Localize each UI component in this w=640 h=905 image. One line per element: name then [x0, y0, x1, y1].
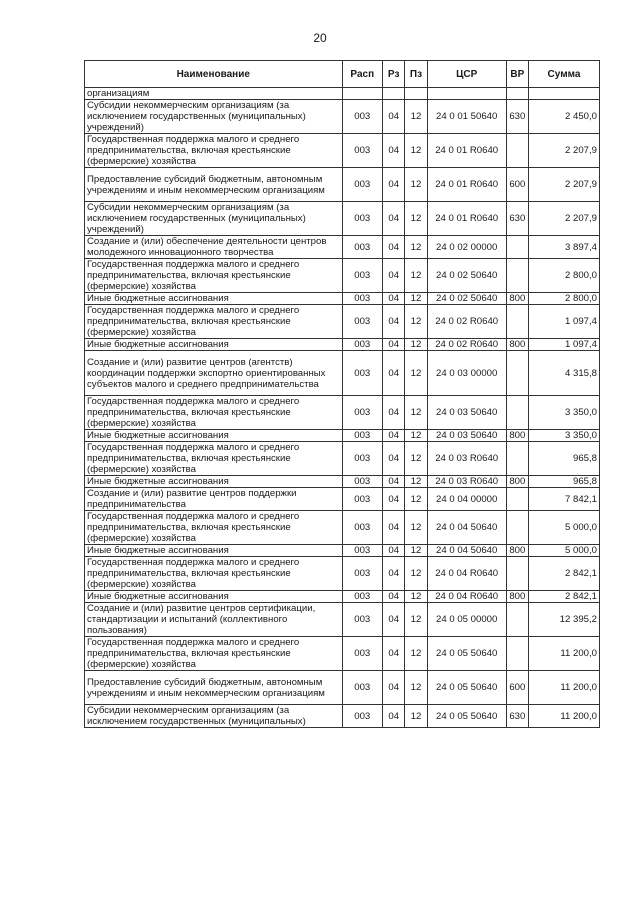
cell-pz: [405, 88, 427, 100]
cell-name: Субсидии некоммерческим организациям (за исключением государственных (муниципальных): [85, 705, 343, 728]
cell-rasp: 003: [342, 476, 383, 488]
cell-vr: [506, 488, 528, 511]
cell-rz: 04: [383, 134, 405, 168]
cell-sum: 2 842,1: [529, 557, 600, 591]
header-sum: Сумма: [529, 61, 600, 88]
cell-vr: [506, 603, 528, 637]
table-row: [85, 603, 600, 637]
cell-pz: 12: [405, 293, 427, 305]
cell-name: Иные бюджетные ассигнования: [85, 591, 343, 603]
page-number: 20: [313, 31, 327, 45]
cell-pz: 12: [405, 557, 427, 591]
cell-sum: 965,8: [529, 476, 600, 488]
cell-rasp: 003: [342, 671, 383, 705]
cell-csr: 24 0 03 50640: [427, 430, 506, 442]
cell-name: Государственная поддержка малого и среднего предпринимательства, включая крестьянские (фермерские) хозяйства: [85, 557, 343, 591]
cell-pz: 12: [405, 705, 427, 728]
cell-csr: 24 0 05 50640: [427, 671, 506, 705]
table-row: [85, 134, 600, 168]
cell-pz: 12: [405, 442, 427, 476]
table-row: [85, 511, 600, 545]
cell-rasp: 003: [342, 305, 383, 339]
cell-sum: 12 395,2: [529, 603, 600, 637]
cell-rasp: 003: [342, 430, 383, 442]
cell-rz: 04: [383, 637, 405, 671]
cell-name: Иные бюджетные ассигнования: [85, 293, 343, 305]
cell-vr: 800: [506, 545, 528, 557]
cell-vr: 800: [506, 430, 528, 442]
table-body: [85, 88, 600, 728]
cell-pz: 12: [405, 134, 427, 168]
cell-name: Иные бюджетные ассигнования: [85, 430, 343, 442]
cell-pz: 12: [405, 236, 427, 259]
cell-vr: 630: [506, 705, 528, 728]
table-row: [85, 591, 600, 603]
table-row: [85, 259, 600, 293]
cell-sum: 5 000,0: [529, 511, 600, 545]
cell-rz: 04: [383, 202, 405, 236]
header-csr: ЦСР: [427, 61, 506, 88]
header-vr: ВР: [506, 61, 528, 88]
cell-rasp: 003: [342, 442, 383, 476]
cell-pz: 12: [405, 396, 427, 430]
cell-pz: 12: [405, 430, 427, 442]
cell-csr: 24 0 01 R0640: [427, 202, 506, 236]
cell-vr: 600: [506, 168, 528, 202]
cell-rz: 04: [383, 351, 405, 396]
cell-sum: 1 097,4: [529, 339, 600, 351]
table-row: [85, 430, 600, 442]
table-row: [85, 236, 600, 259]
cell-name: Создание и (или) развитие центров (агентств) координации поддержки экспортно ориентированных субъектов малого и среднего предпринимательства: [85, 351, 343, 396]
table-row: [85, 339, 600, 351]
cell-pz: 12: [405, 259, 427, 293]
table-row: [85, 88, 600, 100]
cell-rz: 04: [383, 557, 405, 591]
cell-csr: 24 0 01 R0640: [427, 134, 506, 168]
cell-vr: 630: [506, 100, 528, 134]
cell-pz: 12: [405, 637, 427, 671]
cell-rz: 04: [383, 305, 405, 339]
cell-rz: 04: [383, 545, 405, 557]
cell-rz: 04: [383, 293, 405, 305]
cell-csr: 24 0 04 R0640: [427, 557, 506, 591]
cell-name: Государственная поддержка малого и среднего предпринимательства, включая крестьянские (фермерские) хозяйства: [85, 511, 343, 545]
cell-csr: 24 0 05 50640: [427, 705, 506, 728]
cell-csr: 24 0 04 50640: [427, 511, 506, 545]
cell-rasp: 003: [342, 351, 383, 396]
cell-rz: [383, 88, 405, 100]
cell-csr: 24 0 02 R0640: [427, 305, 506, 339]
cell-rz: 04: [383, 236, 405, 259]
cell-rasp: 003: [342, 396, 383, 430]
cell-sum: 2 800,0: [529, 259, 600, 293]
cell-rasp: 003: [342, 100, 383, 134]
cell-pz: 12: [405, 545, 427, 557]
table-row: [85, 705, 600, 728]
cell-csr: 24 0 02 00000: [427, 236, 506, 259]
cell-rasp: 003: [342, 339, 383, 351]
cell-pz: 12: [405, 591, 427, 603]
cell-pz: 12: [405, 476, 427, 488]
budget-table: [84, 60, 600, 728]
cell-rasp: 003: [342, 134, 383, 168]
cell-name: Иные бюджетные ассигнования: [85, 545, 343, 557]
cell-rasp: 003: [342, 591, 383, 603]
cell-vr: 600: [506, 671, 528, 705]
cell-rz: 04: [383, 339, 405, 351]
cell-pz: 12: [405, 305, 427, 339]
cell-sum: 3 350,0: [529, 396, 600, 430]
cell-pz: 12: [405, 351, 427, 396]
cell-vr: 800: [506, 339, 528, 351]
cell-name: Предоставление субсидий бюджетным, автономным учреждениям и иным некоммерческим организациям: [85, 671, 343, 705]
cell-name: Государственная поддержка малого и среднего предпринимательства, включая крестьянские (фермерские) хозяйства: [85, 259, 343, 293]
cell-rz: 04: [383, 476, 405, 488]
cell-name: Создание и (или) развитие центров сертификации, стандартизации и испытаний (коллективного пользования): [85, 603, 343, 637]
cell-name: Создание и (или) развитие центров поддержки предпринимательства: [85, 488, 343, 511]
cell-name: Предоставление субсидий бюджетным, автономным учреждениям и иным некоммерческим организациям: [85, 168, 343, 202]
cell-rz: 04: [383, 442, 405, 476]
cell-rz: 04: [383, 591, 405, 603]
table-row: [85, 557, 600, 591]
header-rasp: Расп: [342, 61, 383, 88]
cell-rz: 04: [383, 603, 405, 637]
cell-name: Государственная поддержка малого и среднего предпринимательства, включая крестьянские (фермерские) хозяйства: [85, 637, 343, 671]
cell-pz: 12: [405, 339, 427, 351]
cell-csr: 24 0 03 00000: [427, 351, 506, 396]
cell-csr: [427, 88, 506, 100]
cell-sum: 11 200,0: [529, 705, 600, 728]
cell-csr: 24 0 02 R0640: [427, 339, 506, 351]
cell-rasp: 003: [342, 511, 383, 545]
cell-rz: 04: [383, 488, 405, 511]
cell-sum: 2 842,1: [529, 591, 600, 603]
table-row: [85, 351, 600, 396]
cell-csr: 24 0 01 50640: [427, 100, 506, 134]
cell-rasp: 003: [342, 236, 383, 259]
cell-rasp: 003: [342, 705, 383, 728]
cell-rasp: 003: [342, 293, 383, 305]
cell-vr: [506, 305, 528, 339]
table-row: [85, 671, 600, 705]
cell-rasp: 003: [342, 637, 383, 671]
cell-sum: 3 897,4: [529, 236, 600, 259]
table-row: [85, 637, 600, 671]
cell-csr: 24 0 04 00000: [427, 488, 506, 511]
header-pz: Пз: [405, 61, 427, 88]
cell-sum: 2 450,0: [529, 100, 600, 134]
cell-vr: [506, 442, 528, 476]
cell-rasp: 003: [342, 488, 383, 511]
table-row: [85, 545, 600, 557]
cell-sum: 2 207,9: [529, 134, 600, 168]
cell-sum: 2 207,9: [529, 168, 600, 202]
cell-name: Иные бюджетные ассигнования: [85, 339, 343, 351]
cell-vr: [506, 396, 528, 430]
cell-csr: 24 0 03 R0640: [427, 476, 506, 488]
table-header-row: [85, 61, 600, 88]
cell-name: Создание и (или) обеспечение деятельности центров молодежного инновационного творчества: [85, 236, 343, 259]
table-row: [85, 442, 600, 476]
cell-rz: 04: [383, 396, 405, 430]
cell-pz: 12: [405, 168, 427, 202]
cell-sum: 5 000,0: [529, 545, 600, 557]
cell-rasp: 003: [342, 259, 383, 293]
cell-vr: 630: [506, 202, 528, 236]
cell-name: Субсидии некоммерческим организациям (за исключением государственных (муниципальных) учреждений): [85, 202, 343, 236]
cell-csr: 24 0 01 R0640: [427, 168, 506, 202]
cell-pz: 12: [405, 100, 427, 134]
cell-rz: 04: [383, 168, 405, 202]
cell-name: Государственная поддержка малого и среднего предпринимательства, включая крестьянские (фермерские) хозяйства: [85, 442, 343, 476]
cell-sum: 7 842,1: [529, 488, 600, 511]
cell-sum: 2 207,9: [529, 202, 600, 236]
table-row: [85, 168, 600, 202]
cell-csr: 24 0 05 50640: [427, 637, 506, 671]
cell-vr: 800: [506, 591, 528, 603]
cell-csr: 24 0 05 00000: [427, 603, 506, 637]
cell-pz: 12: [405, 202, 427, 236]
cell-csr: 24 0 02 50640: [427, 293, 506, 305]
cell-vr: [506, 236, 528, 259]
cell-name: организациям: [85, 88, 343, 100]
cell-vr: [506, 259, 528, 293]
cell-pz: 12: [405, 488, 427, 511]
cell-vr: [506, 511, 528, 545]
cell-csr: 24 0 04 50640: [427, 545, 506, 557]
cell-vr: [506, 88, 528, 100]
table-row: [85, 202, 600, 236]
cell-csr: 24 0 03 50640: [427, 396, 506, 430]
table-row: [85, 293, 600, 305]
table-row: [85, 476, 600, 488]
cell-vr: 800: [506, 293, 528, 305]
cell-vr: 800: [506, 476, 528, 488]
cell-sum: 965,8: [529, 442, 600, 476]
header-rz: Рз: [383, 61, 405, 88]
cell-sum: [529, 88, 600, 100]
cell-name: Иные бюджетные ассигнования: [85, 476, 343, 488]
cell-sum: 2 800,0: [529, 293, 600, 305]
cell-vr: [506, 351, 528, 396]
table-row: [85, 488, 600, 511]
cell-rz: 04: [383, 705, 405, 728]
cell-sum: 3 350,0: [529, 430, 600, 442]
table-row: [85, 396, 600, 430]
cell-pz: 12: [405, 671, 427, 705]
table-row: [85, 100, 600, 134]
cell-rasp: 003: [342, 202, 383, 236]
cell-rz: 04: [383, 430, 405, 442]
cell-sum: 11 200,0: [529, 671, 600, 705]
cell-rasp: 003: [342, 168, 383, 202]
cell-csr: 24 0 02 50640: [427, 259, 506, 293]
cell-rz: 04: [383, 259, 405, 293]
cell-pz: 12: [405, 603, 427, 637]
table-row: [85, 305, 600, 339]
cell-vr: [506, 637, 528, 671]
cell-sum: 1 097,4: [529, 305, 600, 339]
cell-rz: 04: [383, 671, 405, 705]
cell-sum: 4 315,8: [529, 351, 600, 396]
cell-rasp: 003: [342, 603, 383, 637]
header-name: Наименование: [85, 61, 343, 88]
cell-rasp: 003: [342, 557, 383, 591]
cell-name: Государственная поддержка малого и среднего предпринимательства, включая крестьянские (фермерские) хозяйства: [85, 305, 343, 339]
cell-pz: 12: [405, 511, 427, 545]
cell-rasp: 003: [342, 545, 383, 557]
cell-vr: [506, 557, 528, 591]
cell-vr: [506, 134, 528, 168]
cell-name: Государственная поддержка малого и среднего предпринимательства, включая крестьянские (фермерские) хозяйства: [85, 396, 343, 430]
cell-name: Государственная поддержка малого и среднего предпринимательства, включая крестьянские (фермерские) хозяйства: [85, 134, 343, 168]
cell-rz: 04: [383, 100, 405, 134]
cell-csr: 24 0 03 R0640: [427, 442, 506, 476]
cell-sum: 11 200,0: [529, 637, 600, 671]
cell-rz: 04: [383, 511, 405, 545]
cell-rasp: [342, 88, 383, 100]
cell-csr: 24 0 04 R0640: [427, 591, 506, 603]
cell-name: Субсидии некоммерческим организациям (за исключением государственных (муниципальных) учреждений): [85, 100, 343, 134]
